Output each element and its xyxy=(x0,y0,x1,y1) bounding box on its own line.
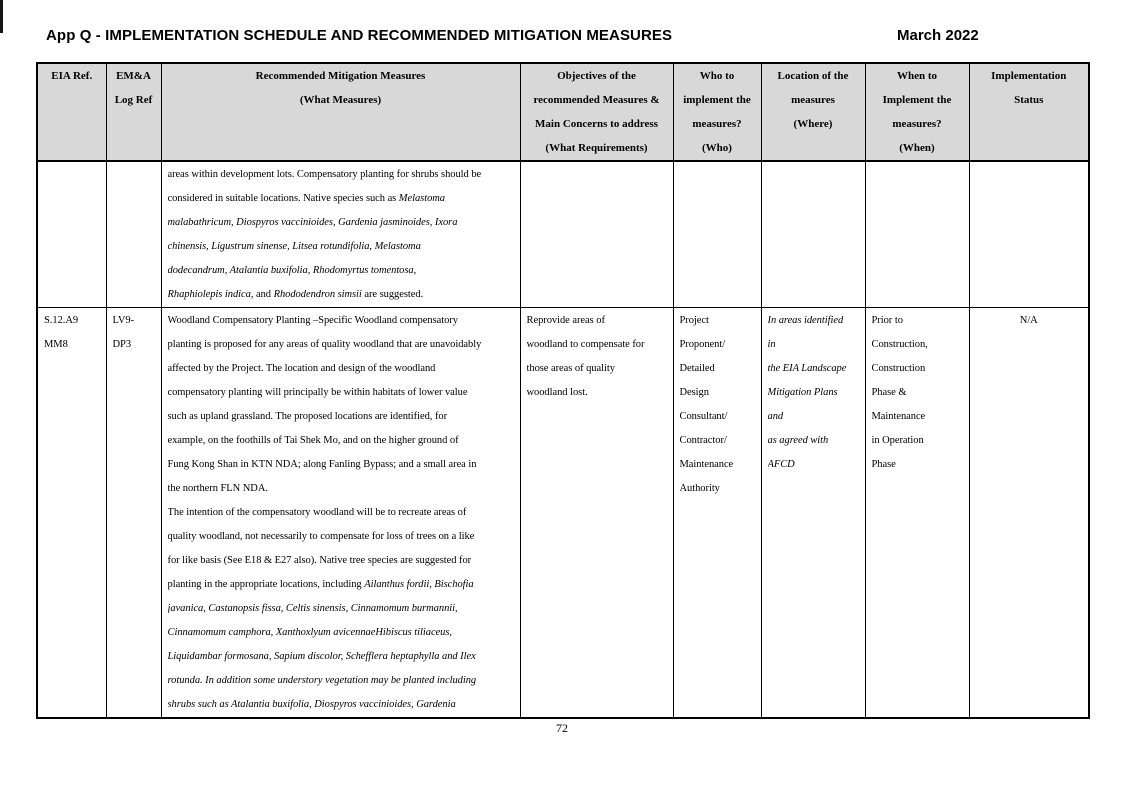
scan-artifact-line xyxy=(0,0,3,33)
col-header-location: Location of the measures (Where) xyxy=(761,63,865,161)
table-row xyxy=(37,308,1089,719)
cell-implementation-status xyxy=(969,161,1089,308)
cell-who: Project Proponent/ Detailed Design Consultant/ Contractor/ Maintenance Authority xyxy=(673,308,761,719)
document-date: March 2022 xyxy=(897,27,979,44)
cell-location: In areas identified in the EIA Landscape Mitigation Plans and as agreed with AFCD xyxy=(761,308,865,719)
col-header-eia-ref: EIA Ref. xyxy=(37,63,106,161)
page-number: 72 xyxy=(556,721,568,735)
cell-mitigation-measures: areas within development lots. Compensatory planting for shrubs should be considered in suitable locations. Native species such as Melastoma malabathricum, Diospyros vaccinioides, Gardenia jasminoides, Ixora chinensis, Ligustrum sinense, Litsea rotundifolia, Melastoma dodecandrum, Atalantia buxifolia, Rhodomyrtus tomentosa, Rhaphiolepis indica, and Rhododendron simsii are suggested. xyxy=(161,161,520,308)
implementation-schedule-table xyxy=(36,62,1090,719)
cell-who xyxy=(673,161,761,308)
col-header-objectives: Objectives of the recommended Measures & Main Concerns to address (What Requirements) xyxy=(520,63,673,161)
cell-mitigation-measures: Woodland Compensatory Planting –Specific Woodland compensatory planting is proposed for any areas of quality woodland that are unavoidably affected by the Project. The location and design of the woodland compensatory planting will principally be within habitats of lower value such as upland grassland. The proposed locations are identified, for example, on the foothills of Tai Shek Mo, and on the higher ground of Fung Kong Shan in KTN NDA; along Fanling Bypass; and a small area in the northern FLN NDA. The intention of the compensatory woodland will be to recreate areas of quality woodland, not necessarily to compensate for loss of trees on a like for like basis (See E18 & E27 also). Native tree species are suggested for planting in the appropriate locations, including Ailanthus fordii, Bischofia javanica, Castanopsis fissa, Celtis sinensis, Cinnamomum burmannii, Cinnamomum camphora, Xanthoxlyum avicennaeHibiscus tiliaceus, Liquidambar formosana, Sapium discolor, Schefflera heptaphylla and Ilex rotunda. In addition some understory vegetation may be planted including shrubs such as Atalantia buxifolia, Diospyros vaccinioides, Gardenia xyxy=(161,308,520,719)
cell-objectives: Reprovide areas of woodland to compensate for those areas of quality woodland lost. xyxy=(520,308,673,719)
cell-location xyxy=(761,161,865,308)
table-header-row xyxy=(37,63,1089,161)
cell-when xyxy=(865,161,969,308)
cell-log-ref xyxy=(106,161,161,308)
col-header-implementation-status: Implementation Status xyxy=(969,63,1089,161)
col-header-when: When to Implement the measures? (When) xyxy=(865,63,969,161)
cell-eia-ref: S.12.A9 MM8 xyxy=(37,308,106,719)
cell-when: Prior to Construction, Construction Phase & Maintenance in Operation Phase xyxy=(865,308,969,719)
cell-eia-ref xyxy=(37,161,106,308)
col-header-ema-log-ref: EM&A Log Ref xyxy=(106,63,161,161)
cell-log-ref: LV9- DP3 xyxy=(106,308,161,719)
col-header-mitigation-measures: Recommended Mitigation Measures (What Measures) xyxy=(161,63,520,161)
cell-objectives xyxy=(520,161,673,308)
cell-implementation-status: N/A xyxy=(969,308,1089,719)
table-row-continuation xyxy=(37,161,1089,308)
col-header-who: Who to implement the measures? (Who) xyxy=(673,63,761,161)
document-title: App Q - IMPLEMENTATION SCHEDULE AND RECOMMENDED MITIGATION MEASURES xyxy=(46,27,673,44)
